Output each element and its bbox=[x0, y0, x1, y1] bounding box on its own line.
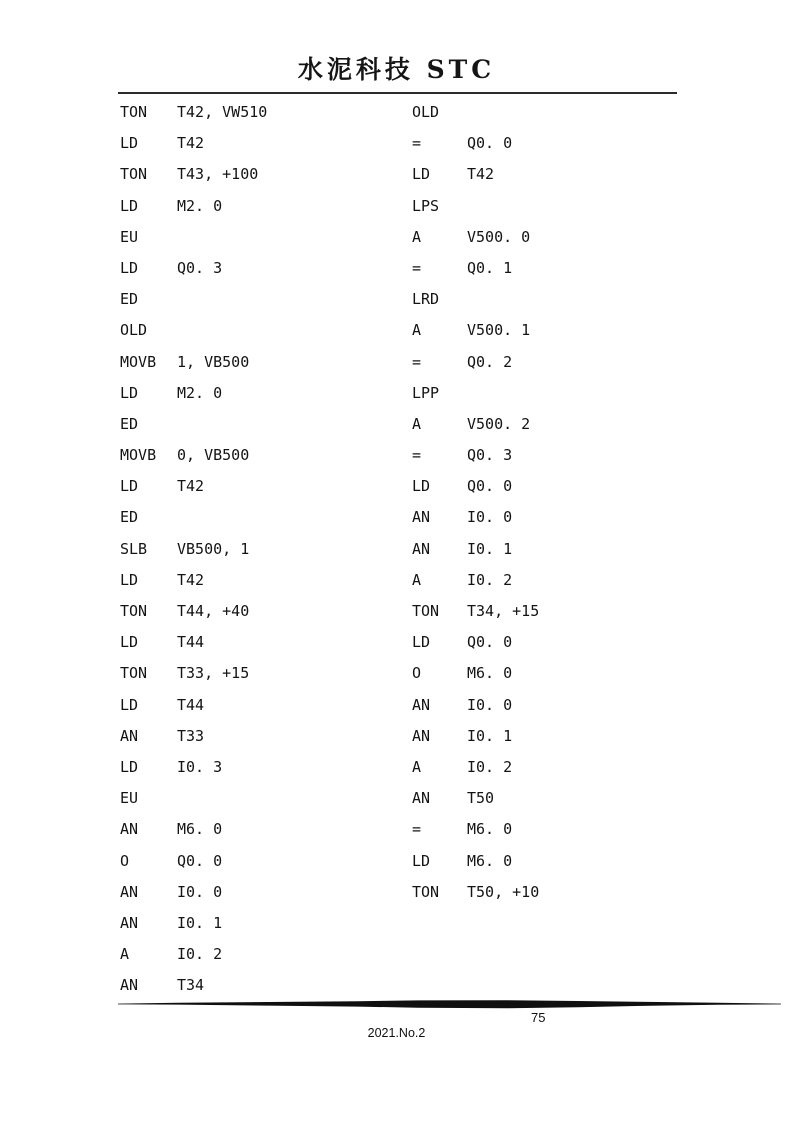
opcode: LD bbox=[120, 633, 139, 652]
operand: I0. 0 bbox=[177, 882, 223, 901]
opcode: TON bbox=[120, 602, 148, 620]
opcode: TON bbox=[120, 664, 148, 683]
operand: Q0. 2 bbox=[467, 352, 513, 371]
code-line bbox=[120, 783, 267, 814]
code-line bbox=[120, 284, 267, 315]
operand: V500. 2 bbox=[467, 414, 531, 433]
operand: T43, +100 bbox=[177, 165, 259, 184]
opcode: AN bbox=[412, 726, 431, 745]
code-line bbox=[412, 565, 539, 596]
code-column-left bbox=[120, 97, 267, 1001]
operand: T34 bbox=[177, 976, 205, 995]
opcode: = bbox=[412, 820, 422, 839]
code-column-right bbox=[412, 97, 539, 908]
opcode: EU bbox=[120, 227, 139, 246]
operand: I0. 2 bbox=[467, 570, 513, 589]
page-number: 75 bbox=[531, 1010, 546, 1025]
opcode: AN bbox=[120, 882, 139, 901]
code-line bbox=[412, 752, 539, 783]
operand: T50, +10 bbox=[467, 882, 540, 901]
opcode: LD bbox=[120, 196, 139, 215]
code-line bbox=[412, 128, 539, 159]
code-line bbox=[120, 534, 267, 565]
code-line bbox=[412, 627, 539, 658]
operand: T42 bbox=[177, 570, 205, 589]
code-line bbox=[120, 690, 267, 721]
opcode: LD bbox=[120, 695, 139, 714]
operand: T50 bbox=[467, 789, 495, 808]
opcode: LD bbox=[412, 851, 431, 870]
operand: M6. 0 bbox=[177, 820, 223, 839]
opcode: TON bbox=[120, 103, 148, 121]
code-line bbox=[412, 690, 539, 721]
operand: M2. 0 bbox=[177, 196, 223, 215]
code-line bbox=[412, 222, 539, 253]
code-line bbox=[120, 814, 267, 845]
operand: T42 bbox=[177, 134, 205, 153]
issue-label: 2021.No.2 bbox=[367, 1026, 426, 1040]
operand: T44, +40 bbox=[177, 602, 250, 620]
opcode: = bbox=[412, 258, 422, 277]
code-line bbox=[412, 284, 539, 315]
operand: I0. 2 bbox=[467, 757, 513, 776]
opcode: LD bbox=[120, 757, 139, 776]
operand: T33, +15 bbox=[177, 664, 250, 683]
code-line bbox=[120, 315, 267, 346]
code-line bbox=[412, 877, 539, 908]
opcode: SLB bbox=[120, 539, 148, 558]
opcode: AN bbox=[120, 820, 139, 839]
operand: M6. 0 bbox=[467, 664, 513, 683]
operand: I0. 1 bbox=[467, 726, 513, 745]
opcode: ED bbox=[120, 508, 139, 527]
opcode: O bbox=[120, 851, 130, 870]
code-line bbox=[120, 409, 267, 440]
code-line bbox=[412, 253, 539, 284]
code-line bbox=[120, 253, 267, 284]
opcode: LD bbox=[412, 633, 431, 652]
opcode: LPP bbox=[412, 383, 440, 402]
code-line bbox=[120, 846, 267, 877]
code-line bbox=[120, 471, 267, 502]
code-line bbox=[120, 752, 267, 783]
opcode: LD bbox=[120, 383, 139, 402]
code-line bbox=[120, 908, 267, 939]
operand: M6. 0 bbox=[467, 820, 513, 839]
code-line bbox=[120, 970, 267, 1001]
operand: T42, VW510 bbox=[177, 103, 268, 121]
opcode: O bbox=[412, 664, 422, 683]
operand: Q0. 1 bbox=[467, 258, 513, 277]
code-line bbox=[412, 721, 539, 752]
operand: Q0. 3 bbox=[177, 258, 223, 277]
code-line bbox=[120, 721, 267, 752]
code-line bbox=[120, 440, 267, 471]
code-line bbox=[412, 846, 539, 877]
operand: M6. 0 bbox=[467, 851, 513, 870]
opcode: LD bbox=[412, 477, 431, 496]
opcode: ED bbox=[120, 290, 139, 309]
opcode: LD bbox=[120, 570, 139, 589]
operand: Q0. 0 bbox=[177, 851, 223, 870]
code-line bbox=[412, 191, 539, 222]
operand: T44 bbox=[177, 633, 205, 652]
opcode: A bbox=[412, 757, 422, 776]
operand: T42 bbox=[467, 165, 495, 184]
code-line bbox=[120, 939, 267, 970]
operand: T44 bbox=[177, 695, 205, 714]
code-line bbox=[412, 658, 539, 689]
opcode: LD bbox=[120, 477, 139, 496]
opcode: LD bbox=[120, 134, 139, 153]
code-line bbox=[120, 596, 267, 627]
operand: 1, VB500 bbox=[177, 352, 250, 371]
code-line bbox=[412, 97, 539, 128]
opcode: A bbox=[412, 414, 422, 433]
opcode: TON bbox=[120, 165, 148, 184]
code-line bbox=[120, 222, 267, 253]
opcode: AN bbox=[120, 726, 139, 745]
code-line bbox=[120, 159, 267, 190]
page-title: 水泥科技 STC bbox=[297, 55, 496, 84]
operand: Q0. 0 bbox=[467, 633, 513, 652]
operand: V500. 1 bbox=[467, 321, 531, 340]
opcode: AN bbox=[412, 508, 431, 527]
opcode: OLD bbox=[412, 103, 440, 121]
code-line bbox=[412, 471, 539, 502]
operand: T33 bbox=[177, 726, 205, 745]
opcode: AN bbox=[120, 913, 139, 932]
opcode: = bbox=[412, 134, 422, 153]
operand: T34, +15 bbox=[467, 602, 540, 620]
operand: I0. 1 bbox=[467, 539, 513, 558]
code-line bbox=[120, 347, 267, 378]
opcode: LD bbox=[120, 258, 139, 277]
opcode: A bbox=[412, 570, 422, 589]
operand: I0. 0 bbox=[467, 695, 513, 714]
code-line bbox=[120, 378, 267, 409]
code-line bbox=[412, 159, 539, 190]
code-line bbox=[412, 347, 539, 378]
code-line bbox=[120, 191, 267, 222]
operand: I0. 1 bbox=[177, 913, 223, 932]
operand: VB500, 1 bbox=[177, 539, 250, 558]
code-line bbox=[412, 502, 539, 533]
operand: T42 bbox=[177, 477, 205, 496]
opcode: MOVB bbox=[120, 352, 157, 371]
opcode: TON bbox=[412, 602, 440, 620]
code-line bbox=[412, 814, 539, 845]
code-line bbox=[412, 315, 539, 346]
opcode: LRD bbox=[412, 290, 440, 309]
opcode: AN bbox=[412, 539, 431, 558]
opcode: AN bbox=[412, 695, 431, 714]
operand: Q0. 0 bbox=[467, 477, 513, 496]
code-line bbox=[412, 440, 539, 471]
opcode: TON bbox=[412, 882, 440, 901]
code-line bbox=[120, 565, 267, 596]
opcode: OLD bbox=[120, 321, 148, 340]
opcode: A bbox=[412, 321, 422, 340]
opcode: LPS bbox=[412, 196, 440, 215]
code-line bbox=[120, 502, 267, 533]
operand: V500. 0 bbox=[467, 227, 531, 246]
opcode: MOVB bbox=[120, 446, 157, 465]
code-line bbox=[120, 627, 267, 658]
opcode: AN bbox=[120, 976, 139, 995]
opcode: A bbox=[120, 945, 130, 964]
opcode: LD bbox=[412, 165, 431, 184]
code-line bbox=[120, 128, 267, 159]
operand: I0. 0 bbox=[467, 508, 513, 527]
opcode: ED bbox=[120, 414, 139, 433]
code-line bbox=[412, 596, 539, 627]
opcode: EU bbox=[120, 789, 139, 808]
opcode: = bbox=[412, 446, 422, 465]
operand: 0, VB500 bbox=[177, 446, 250, 465]
operand: Q0. 0 bbox=[467, 134, 513, 153]
opcode: AN bbox=[412, 789, 431, 808]
code-line bbox=[120, 97, 267, 128]
header-rule bbox=[118, 92, 677, 94]
code-line bbox=[412, 534, 539, 565]
operand: Q0. 3 bbox=[467, 446, 513, 465]
code-line bbox=[120, 877, 267, 908]
code-line bbox=[412, 409, 539, 440]
operand: I0. 2 bbox=[177, 945, 223, 964]
code-line bbox=[412, 378, 539, 409]
opcode: A bbox=[412, 227, 422, 246]
operand: I0. 3 bbox=[177, 757, 223, 776]
code-line bbox=[412, 783, 539, 814]
code-line bbox=[120, 658, 267, 689]
opcode: = bbox=[412, 352, 422, 371]
footer-rule bbox=[118, 999, 781, 1011]
operand: M2. 0 bbox=[177, 383, 223, 402]
